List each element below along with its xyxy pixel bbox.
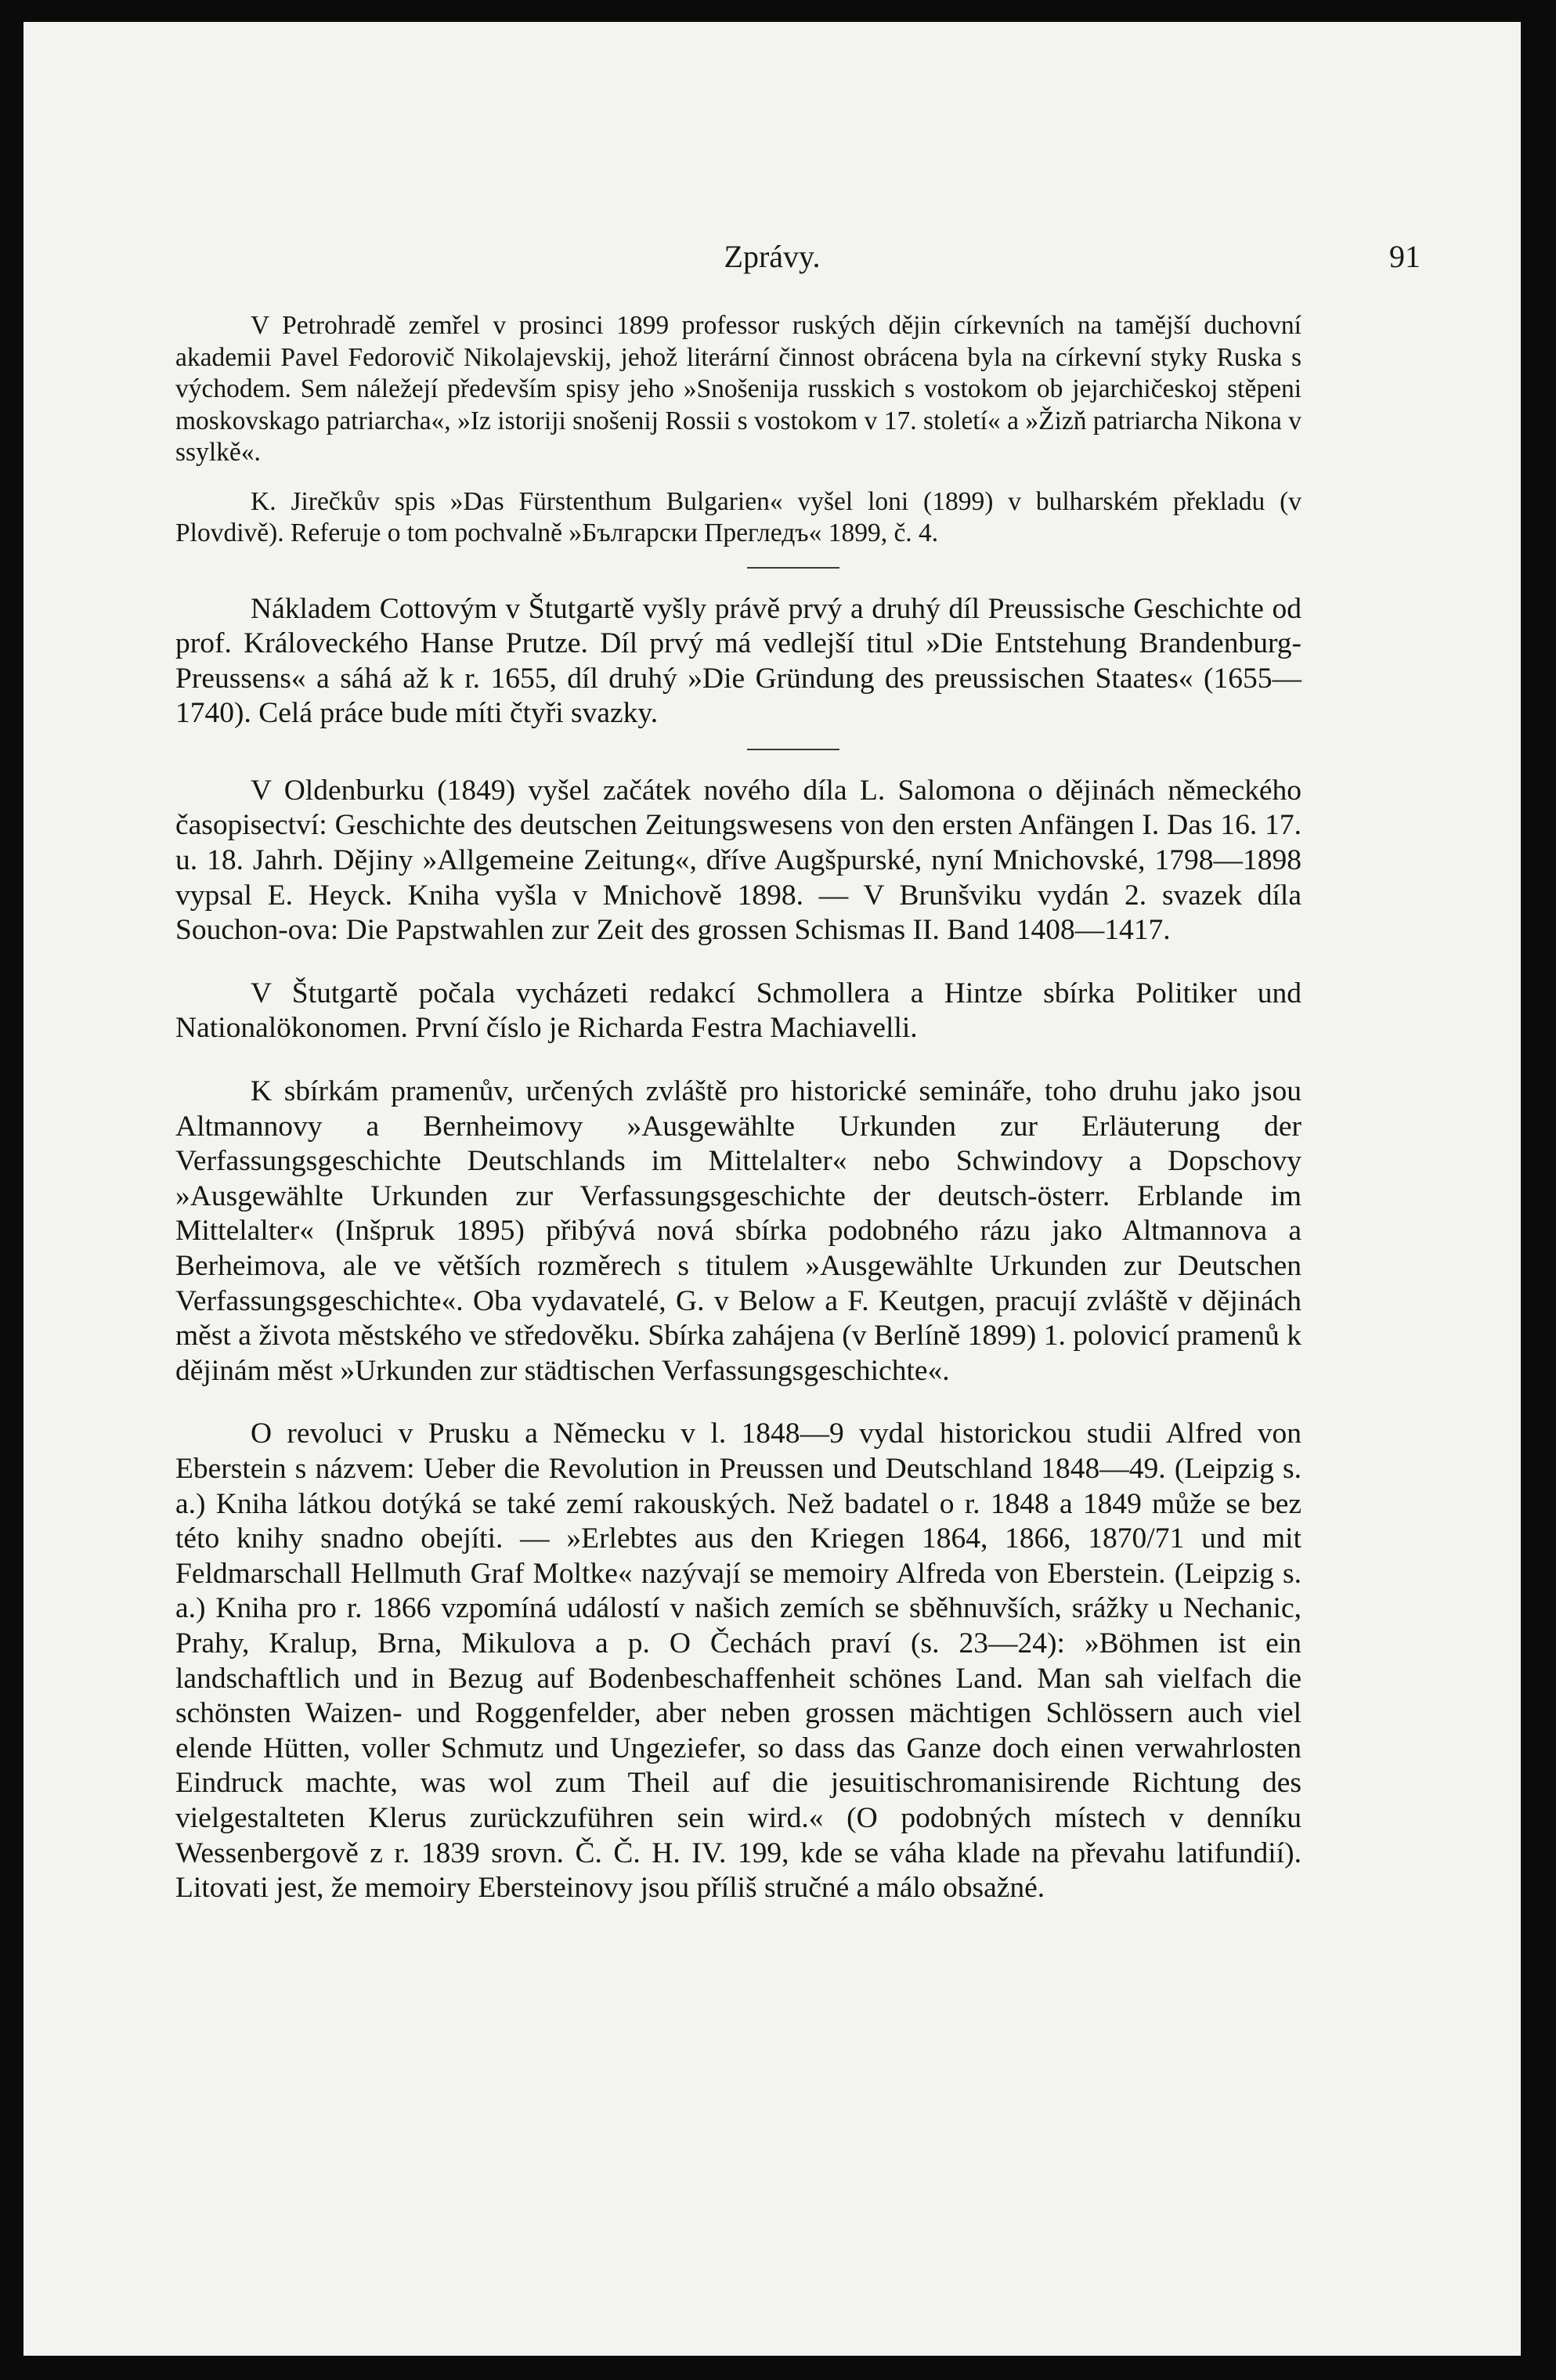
- paragraph: V Petrohradě zemřel v prosinci 1899 professor ruských dějin církevních na tamější duchovní akademii Pavel Fedorovič Nikolajevskij, jehož literární činnost obrácena byla na církevní styky Ruska s východem. Sem náležejí především spisy jeho »Snošenija russkich s vostokom ob jejarchičeskoj stěpeni moskovskago patriarcha«, »Iz istoriji snošenij Rossii s vostokom v 17. století« a »Žizň patriarcha Nikona v ssylkě«.: [175, 311, 1301, 467]
- news-item-nikolajevskij: [175, 310, 1301, 469]
- news-item-salomon: [175, 774, 1301, 948]
- paragraph: V Oldenburku (1849) vyšel začátek nového díla L. Salomona o dějinách německého časopisectví: Geschichte des deutschen Zeitungswesens von den ersten Anfängen I. Das 16. 17. u. 18. Jahrh. Dějiny »Allgemeine Zeitung«, dříve Augšpurské, nyní Mnichovské, 1798—1898 vypsal E. Heyck. Kniha vyšla v Mnichově 1898. — V Brunšviku vydán 2. svazek díla Souchon-ova: Die Papstwahlen zur Zeit des grossen Schismas II. Band 1408—1417.: [175, 774, 1301, 947]
- section-divider: [747, 749, 839, 750]
- paragraph: K. Jirečkův spis »Das Fürstenthum Bulgarien« vyšel loni (1899) v bulharském překladu (v Plovdivě). Referuje o tom pochvalně »Български Прегледъ« 1899, č. 4.: [175, 486, 1301, 547]
- paragraph: V Štutgartě počala vycházeti redakcí Schmollera a Hintze sbírka Politiker und Nationalökonomen. První číslo je Richarda Festra Machiavelli.: [175, 977, 1301, 1045]
- paragraph: K sbírkám pramenův, určených zvláště pro historické semináře, toho druhu jako jsou Altmannovy a Bernheimovy »Ausgewählte Urkunden zur Erläuterung der Verfassungsgeschichte Deutschlands im Mittelalter« nebo Schwindovy a Dopschovy »Ausgewählte Urkunden zur Verfassungsgeschichte der deutsch-österr. Erblande im Mittelalter« (Inšpruk 1895) přibývá nová sbírka podobného rázu jako Altmannova a Berheimova, ale ve větších rozměrech s titulem »Ausgewählte Urkunden zur Deutschen Verfassungsgeschichte«. Oba vydavatelé, G. v Below a F. Keutgen, pracují zvláště v dějinách měst a života městského ve středověku. Sbírka zahájena (v Berlíně 1899) 1. polovicí pramenů k dějinám měst »Urkunden zur städtischen Verfassungsgeschichte«.: [175, 1075, 1301, 1387]
- paragraph: O revoluci v Prusku a Německu v l. 1848—9 vydal historickou studii Alfred von Eberstein s názvem: Ueber die Revolution in Preussen und Deutschland 1848—49. (Leipzig s. a.) Kniha látkou dotýká se také zemí rakouských. Než badatel o r. 1848 a 1849 může se bez této knihy snadno obejíti. — »Erlebtes aus den Kriegen 1864, 1866, 1870/71 und mit Feldmarschall Hellmuth Graf Moltke« nazývají se memoiry Alfreda von Eberstein. (Leipzig s. a.) Kniha pro r. 1866 vzpomíná událostí v našich zemích se sběhnuvších, srážky u Nechanic, Prahy, Kralup, Brna, Mikulova a p. O Čechách praví (s. 23—24): »Böhmen ist ein landschaftlich und in Bezug auf Bodenbeschaffenheit schönes Land. Man sah vielfach die schönsten Waizen- und Roggenfelder, aber neben grossen mächtigen Schlössern auch viel elende Hütten, voller Schmutz und Ungeziefer, so dass das Ganze doch einen verwahrlosten Eindruck machte, was wol zum Theil auf die jesuitischromanisirende Richtung des vielgestalteten Klerus zurückzuführen sein wird.« (O podobných místech v denníku Wessenbergově z r. 1839 srovn. Č. Č. H. IV. 199, kde se váha klade na převahu latifundií). Litovati jest, že memoiry Ebersteinovy jsou příliš stručné a málo obsažné.: [175, 1418, 1301, 1905]
- news-item-urkunden: [175, 1074, 1301, 1389]
- news-column: [175, 310, 1301, 1923]
- page-header: [23, 238, 1521, 293]
- news-item-schmoller-hintze: [175, 977, 1301, 1046]
- running-title: Zprávy.: [724, 239, 821, 274]
- section-divider: [747, 567, 839, 569]
- paragraph: Nákladem Cottovým v Štutgartě vyšly právě prvý a druhý díl Preussische Geschichte od prof. Královeckého Hanse Prutze. Díl prvý má vedlejší titul »Die Entstehung Brandenburg-Preussens« a sáhá až k r. 1655, díl druhý »Die Gründung des preussischen Staates« (1655—1740). Celá práce bude míti čtyři svazky.: [175, 592, 1301, 730]
- news-item-eberstein: [175, 1417, 1301, 1905]
- page-number: 91: [1389, 239, 1421, 274]
- document-page: [23, 22, 1521, 2356]
- news-item-jirecek: [175, 486, 1301, 550]
- news-item-prutz: [175, 592, 1301, 731]
